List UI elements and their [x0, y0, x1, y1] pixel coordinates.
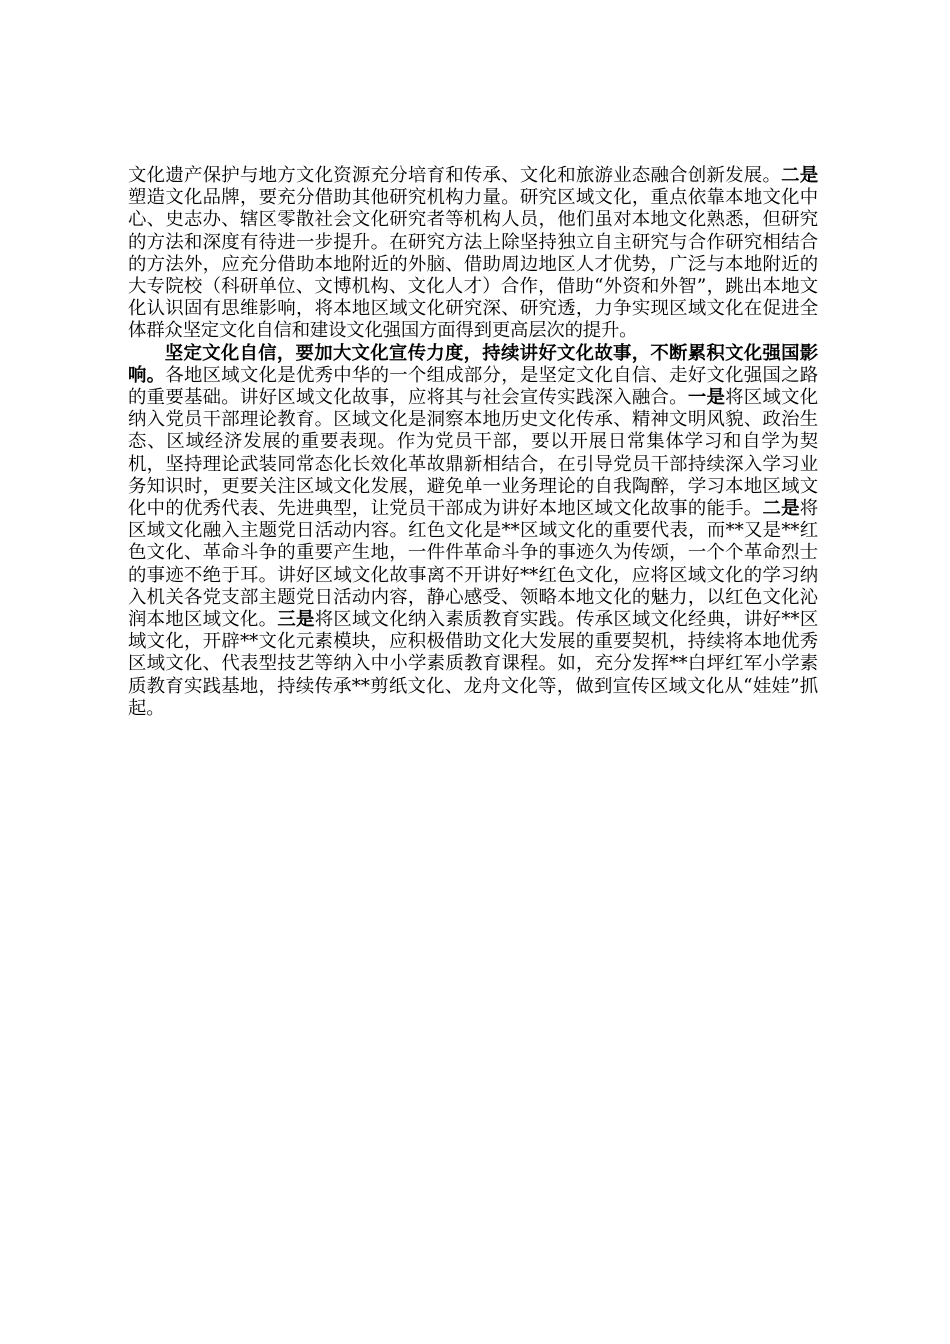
point-marker-three: 三是	[277, 609, 315, 631]
paragraph-text: 文化遗产保护与地方文化资源充分培育和传承、文化和旅游业态融合创新发展。	[128, 165, 782, 186]
point-marker-one: 一是	[687, 387, 726, 409]
paragraph-cultural-confidence	[128, 343, 818, 720]
paragraph-text: 将区域文化融入主题党日活动内容。红色文化是**区域文化的重要代表，而**又是**红色文化、革命斗争的重要产生地，一件件革命斗争的事迹久为传颂，一个个革命烈士的事迹不绝于耳。讲好区域文化故事离不开讲好**红色文化，应将区域文化的学习纳入机关各党支部主题党日活动内容，静心感受、领略本地文化的魅力，以红色文化沁润本地区域文化。	[128, 498, 818, 631]
point-marker-two: 二是	[781, 165, 818, 186]
document-body	[128, 165, 818, 720]
paragraph-text: 将区域文化纳入素质教育实践。传承区域文化经典，讲好**区域文化，开辟**文化元素模块，应积极借助文化大发展的重要契机，持续将本地优秀区域文化、代表型技艺等纳入中小学素质教育课程。如，充分发挥**白坪红军小学素质教育实践基地，持续传承**剪纸文化、龙舟文化等，做到宣传区域文化从“娃娃”抓起。	[128, 609, 819, 719]
paragraph-text: 各地区域文化是优秀中华的一个组成部分，是坚定文化自信、走好文化强国之路的重要基础。讲好区域文化故事，应将其与社会宣传实践深入融合。	[128, 364, 818, 409]
point-marker-two: 二是	[762, 498, 800, 520]
paragraph-text: 塑造文化品牌，要充分借助其他研究机构力量。研究区域文化，重点依靠本地文化中心、史志办、辖区零散社会文化研究者等机构人员，他们虽对本地文化熟悉，但研究的方法和深度有待进一步提升。在研究方法上除坚持独立自主研究与合作研究相结合的方法外，应充分借助本地附近的外脑、借助周边地区人才优势，广泛与本地附近的大专院校（科研单位、文博机构、文化人才）合作，借助“外资和外智”，跳出本地文化认识固有思维影响，将本地区域文化研究深、研究透，力争实现区域文化在促进全体群众坚定文化自信和建设文化强国方面得到更高层次的提升。	[128, 187, 818, 342]
paragraph-text: 将区域文化纳入党员干部理论教育。区域文化是洞察本地历史文化传承、精神文明风貌、政治生态、区域经济发展的重要表现。作为党员干部，要以开展日常集体学习和自学为契机，坚持理论武装同常态化长效化革故鼎新相结合，在引导党员干部持续深入学习业务知识时，更要关注区域文化发展，避免单一业务理论的自我陶醉，学习本地区域文化中的优秀代表、先进典型，让党员干部成为讲好本地区域文化故事的能手。	[128, 387, 818, 520]
paragraph-brand-building	[128, 165, 818, 343]
section-heading: 坚定文化自信，要加大文化宣传力度，持续讲好文化故事，不断累积文化强国影响。	[128, 342, 818, 386]
